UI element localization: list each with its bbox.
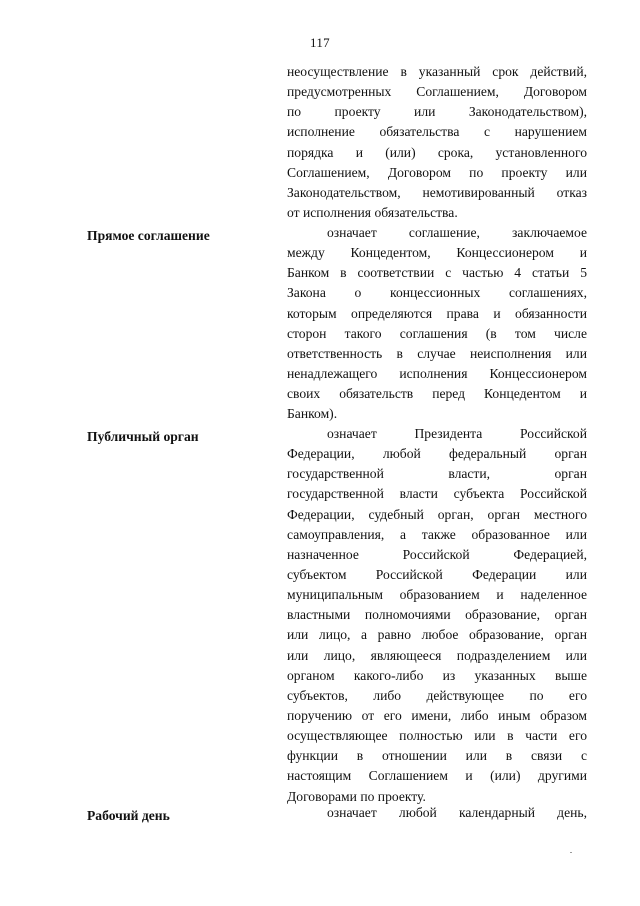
- text-line: исполнение обязательства с нарушением: [287, 124, 587, 140]
- term-public-authority: Публичный орган: [87, 429, 199, 444]
- text-line: Договорами по проекту.: [287, 788, 426, 804]
- text-line: между Концедентом, Концессионером и: [287, 245, 587, 261]
- text-line: поручению от его имени, либо иным образом: [287, 707, 587, 723]
- text-line: ответственность в случае неисполнения или: [287, 345, 587, 361]
- text-line: неосуществление в указанный срок действий,: [287, 64, 587, 79]
- scan-speck: [570, 852, 572, 853]
- definition-public-authority: [287, 424, 587, 807]
- text-line: осуществляющее полностью или в части его: [287, 728, 587, 744]
- text-line: порядка и (или) срока, установленного: [287, 144, 587, 160]
- text-line: означает любой календарный день,: [327, 805, 587, 820]
- definition-direct-agreement: [287, 223, 587, 424]
- continuation-paragraph: [287, 62, 587, 223]
- definition-working-day: [287, 803, 587, 823]
- text-line: властными полномочиями образование, орган: [287, 607, 587, 623]
- text-line: предусмотренных Соглашением, Договором: [287, 84, 587, 100]
- text-line: Федерации, любой федеральный орган: [287, 446, 587, 462]
- text-line: настоящим Соглашением и (или) другими: [287, 768, 587, 784]
- text-line: субъектом Российской Федерации или: [287, 566, 587, 582]
- term-direct-agreement: Прямое соглашение: [87, 228, 210, 243]
- text-line: ненадлежащего исполнения Концессионером: [287, 365, 587, 381]
- text-line: которым определяются права и обязанности: [287, 305, 587, 321]
- text-line: или лицо, а равно любое образование, орган: [287, 627, 587, 643]
- text-line: субъектов, либо действующее по его: [287, 687, 587, 703]
- text-line: назначенное Российской Федерацией,: [287, 546, 587, 562]
- text-line: Банком).: [287, 406, 338, 422]
- term-working-day: Рабочий день: [87, 808, 170, 823]
- page-number: 117: [310, 35, 330, 50]
- text-line: Соглашением, Договором по проекту или: [287, 164, 587, 180]
- text-line: государственной власти, орган: [287, 466, 587, 482]
- text-line: муниципальным образованием и наделенное: [287, 587, 587, 603]
- text-line: от исполнения обязательства.: [287, 204, 458, 220]
- text-line: или лицо, являющееся подразделением или: [287, 647, 587, 663]
- text-line: государственной власти субъекта Российской: [287, 486, 587, 502]
- text-line: по проекту или Законодательством),: [287, 104, 587, 120]
- text-line: самоуправления, а также образованное или: [287, 526, 587, 542]
- text-line: Закона о концессионных соглашениях,: [287, 285, 587, 301]
- text-line: органом какого-либо из указанных выше: [287, 667, 587, 683]
- text-line: Законодательством, немотивированный отказ: [287, 184, 587, 200]
- text-line: своих обязательств перед Концедентом и: [287, 386, 587, 402]
- text-line: Федерации, судебный орган, орган местного: [287, 506, 587, 522]
- text-line: означает соглашение, заключаемое: [327, 225, 587, 240]
- text-line: функции в отношении или в связи с: [287, 748, 587, 764]
- text-line: сторон такого соглашения (в том числе: [287, 325, 587, 341]
- text-line: означает Президента Российской: [327, 426, 587, 441]
- text-line: Банком в соответствии с частью 4 статьи 5: [287, 265, 587, 281]
